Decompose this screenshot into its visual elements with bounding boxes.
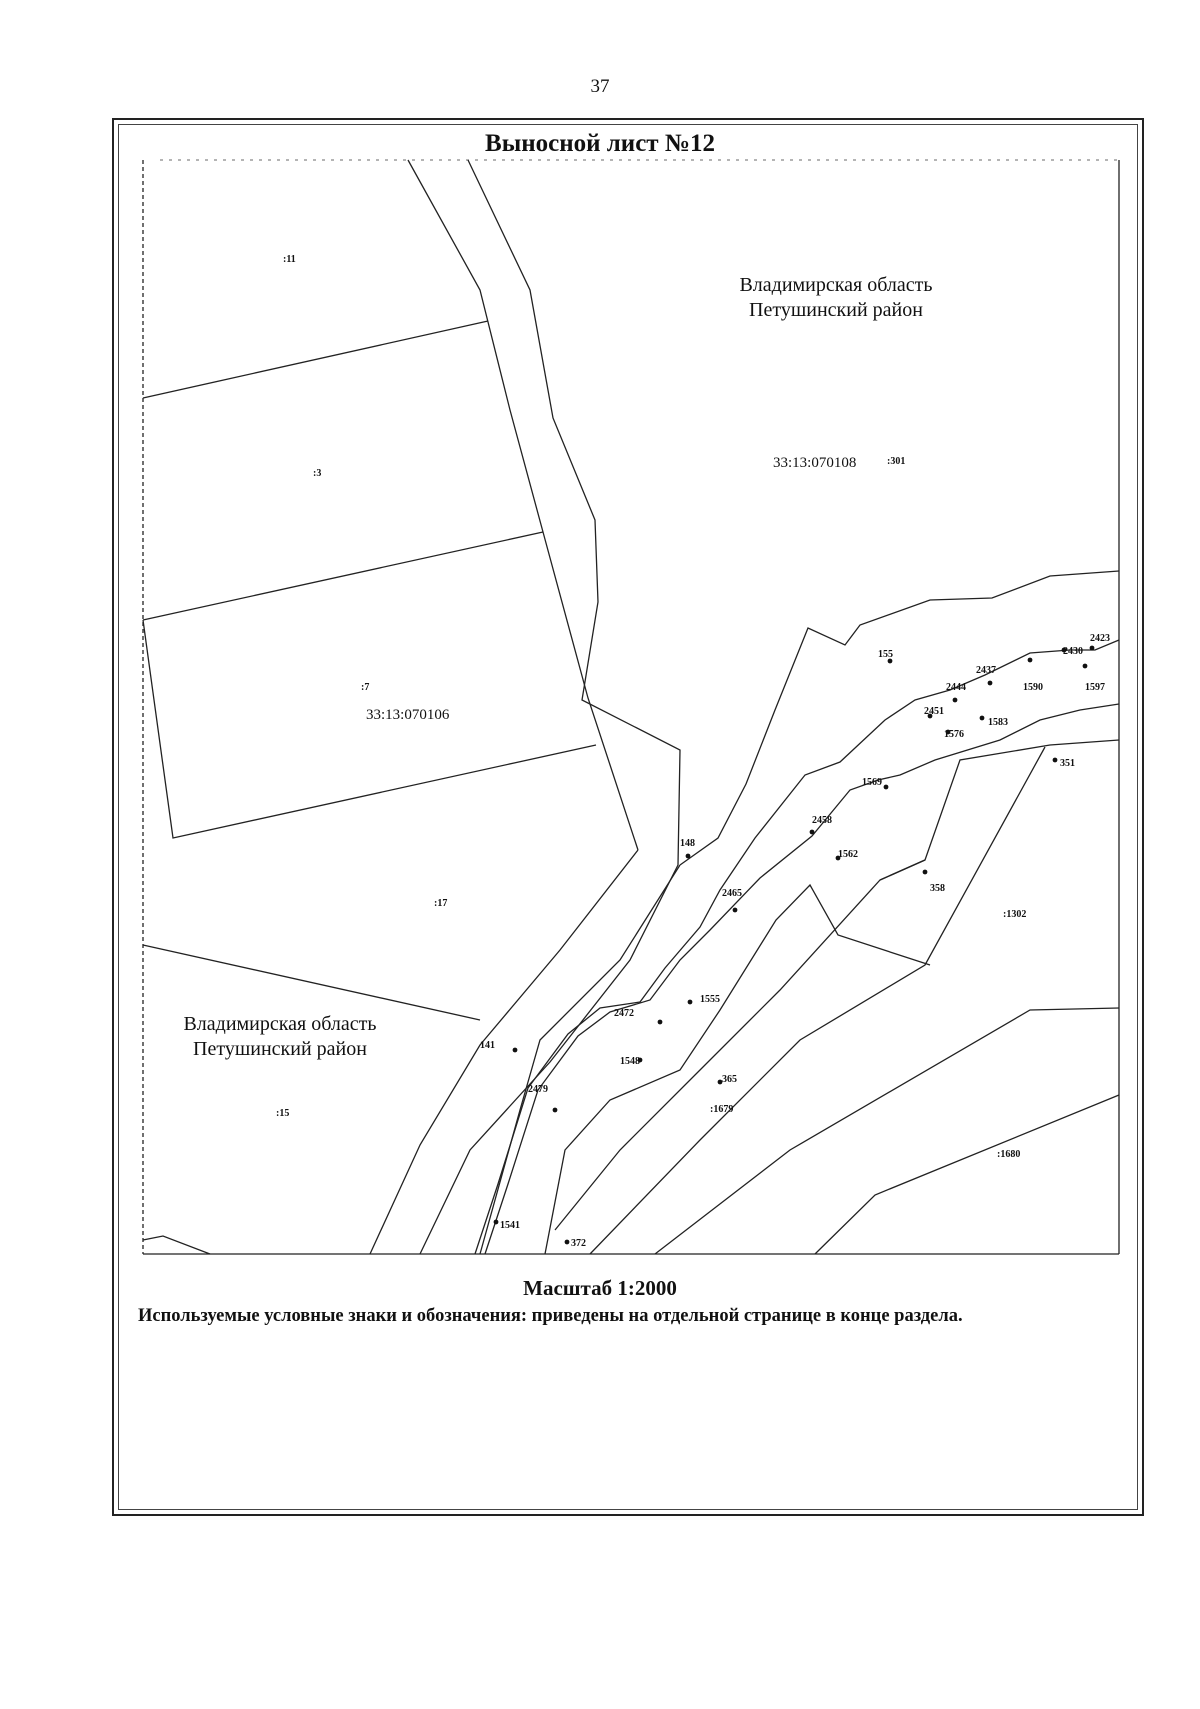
- region-label: Петушинский район: [193, 1038, 367, 1060]
- page-number: 37: [590, 76, 610, 97]
- point-label: 372: [571, 1238, 586, 1249]
- point-label: 1555: [700, 994, 720, 1005]
- point-label: 2451: [924, 706, 944, 717]
- region-label: Владимирская область: [183, 1013, 377, 1035]
- point-label: 148: [680, 838, 695, 849]
- point-label: 351: [1060, 758, 1075, 769]
- region-label: Петушинский район: [749, 299, 923, 321]
- point-label: 2465: [722, 888, 742, 899]
- point-label: 2423: [1090, 633, 1110, 644]
- point-label: 365: [722, 1074, 737, 1085]
- point-label: 1569: [862, 777, 882, 788]
- sheet-title: Выносной лист №12: [485, 130, 715, 157]
- parcel-label: :11: [283, 254, 296, 265]
- point-label: 1590: [1023, 682, 1043, 693]
- map-lines: [143, 160, 1119, 1254]
- parcel-label: :15: [276, 1108, 290, 1119]
- legend-note: Используемые условные знаки и обозначения: приведены на отдельной странице в конце раздела.: [138, 1306, 963, 1326]
- point-label: 2437: [976, 665, 996, 676]
- point-label: 2479: [528, 1084, 548, 1095]
- map-labels: [183, 254, 1110, 1249]
- point-label: 358: [930, 883, 945, 894]
- parcel-label: :17: [434, 898, 448, 909]
- point-label: 1548: [620, 1056, 640, 1067]
- point-label: 1541: [500, 1220, 520, 1231]
- cadastral-block-label: 33:13:070108: [773, 455, 857, 471]
- parcel-label: :7: [361, 682, 370, 693]
- parcel-label: :1302: [1003, 909, 1027, 920]
- point-label: 1576: [944, 729, 964, 740]
- point-label: 2472: [614, 1008, 634, 1019]
- parcel-label: :1680: [997, 1149, 1021, 1160]
- point-label: 2458: [812, 815, 832, 826]
- point-label: 2430: [1063, 646, 1083, 657]
- region-label: Владимирская область: [739, 274, 933, 296]
- parcel-label: :1679: [710, 1104, 734, 1115]
- parcel-label: :301: [887, 456, 906, 467]
- scale-label: Масштаб 1:2000: [523, 1276, 677, 1300]
- point-label: 1562: [838, 849, 858, 860]
- parcel-label: :3: [313, 468, 322, 479]
- point-label: 1583: [988, 717, 1008, 728]
- point-label: 155: [878, 649, 893, 660]
- cadastral-block-label: 33:13:070106: [366, 707, 450, 723]
- point-label: 2444: [946, 682, 966, 693]
- point-label: 141: [480, 1040, 495, 1051]
- point-label: 1597: [1085, 682, 1105, 693]
